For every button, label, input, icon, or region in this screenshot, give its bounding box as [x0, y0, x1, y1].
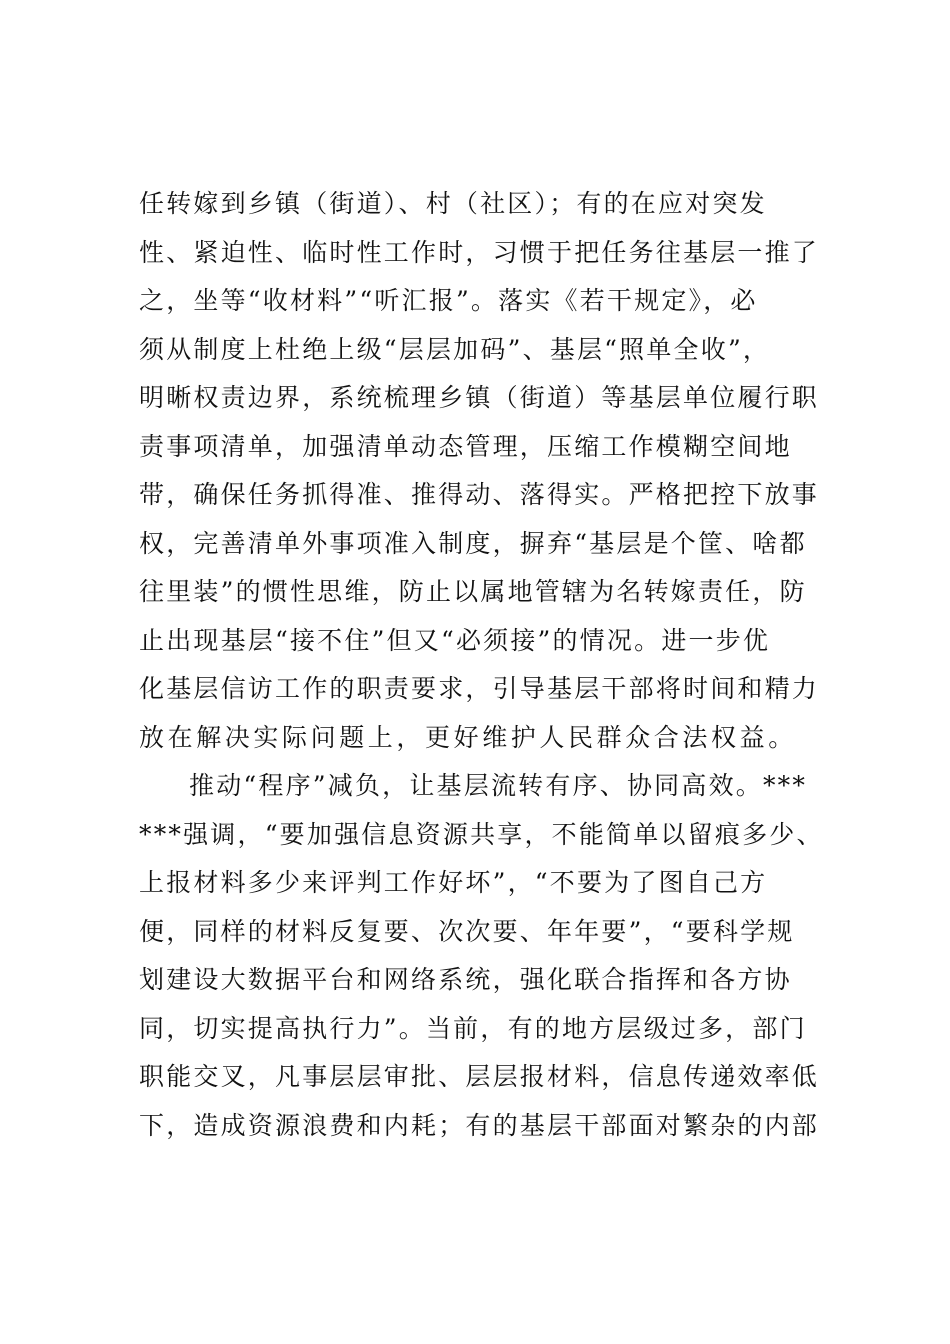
text-line: 同，切实提高执行力”。当前，有的地方层级过多，部门: [139, 1013, 807, 1043]
document-body: [139, 180, 824, 1150]
text-line: 划建设大数据平台和网络系统，强化联合指挥和各方协: [139, 965, 792, 994]
text-line: 须从制度上杜绝上级“层层加码”、基层“照单全收”，: [139, 334, 771, 364]
paragraph-start-line: 推动“程序”减负，让基层流转有序、协同高效。***: [189, 771, 808, 800]
text-line: 化基层信访工作的职责要求，引导基层干部将时间和精力: [139, 674, 820, 703]
text-line: 上报材料多少来评判工作好坏”，“不要为了图自己方: [139, 868, 768, 897]
text-line: 职能交叉，凡事层层审批、层层报材料，信息传递效率低: [139, 1062, 820, 1091]
text-line: 往里装”的惯性思维，防止以属地管辖为名转嫁责任，防: [139, 577, 807, 606]
text-line: 放在解决实际问题上，更好维护人民群众合法权益。: [139, 722, 797, 752]
text-line: 性、紧迫性、临时性工作时，习惯于把任务往基层一推了: [139, 237, 820, 267]
text-line: 带，确保任务抓得准、推得动、落得实。严格把控下放事: [139, 480, 820, 509]
text-line: 下，造成资源浪费和内耗；有的基层干部面对繁杂的内部: [139, 1110, 820, 1140]
text-line: 任转嫁到乡镇（街道）、村（社区）；有的在应对突发: [139, 189, 767, 218]
text-line: 之，坐等“收材料”“听汇报”。落实《若干规定》，必: [139, 286, 758, 315]
text-line: 权，完善清单外事项准入制度，摒弃“基层是个筐、啥都: [139, 528, 807, 558]
text-line: 止出现基层“接不住”但又“必须接”的情况。进一步优: [139, 625, 771, 655]
text-line: 责事项清单，加强清单动态管理，压缩工作模糊空间地: [139, 431, 792, 461]
text-line: 便，同样的材料反复要、次次要、年年要”，“要科学规: [139, 916, 795, 946]
text-line: 明晰权责边界，系统梳理乡镇（街道）等基层单位履行职: [139, 383, 820, 412]
text-line: ***强调，“要加强信息资源共享，不能简单以留痕多少、: [139, 819, 824, 849]
